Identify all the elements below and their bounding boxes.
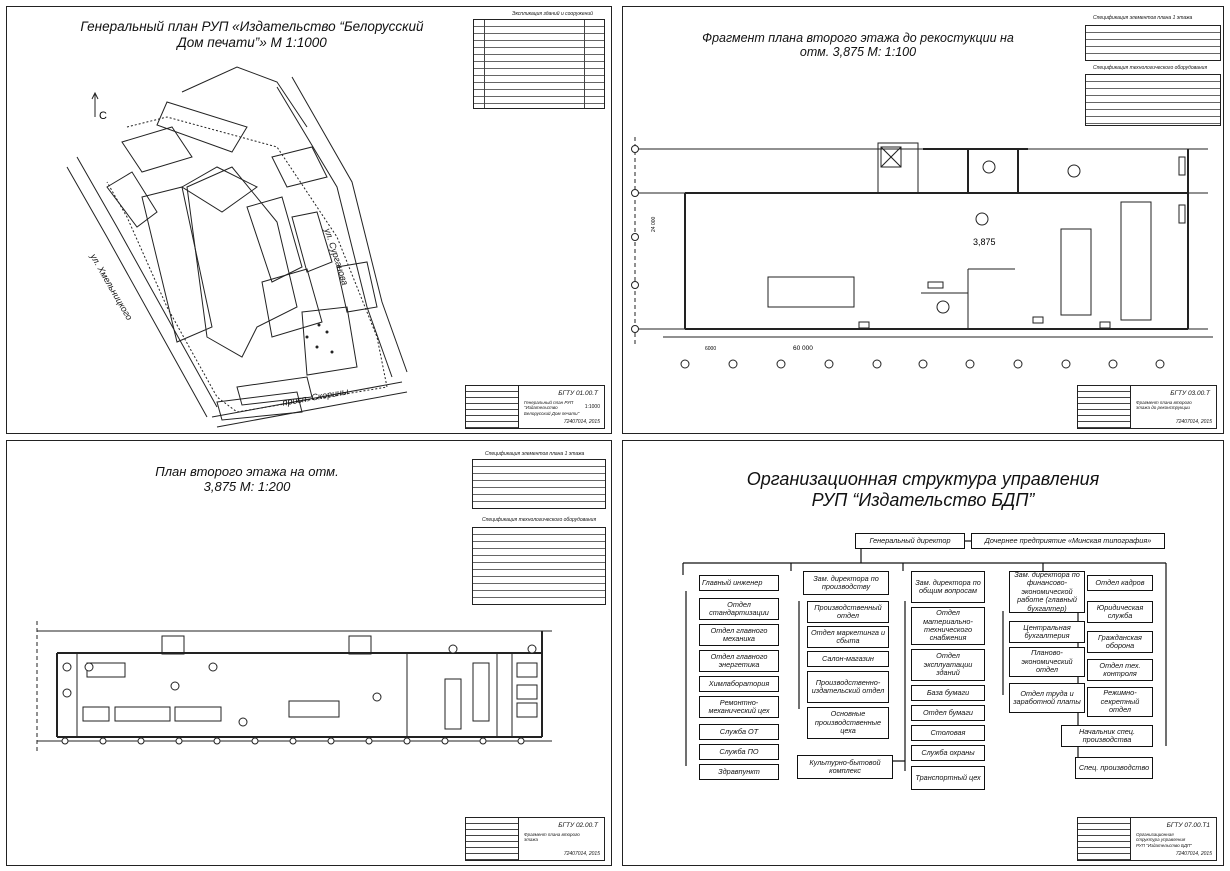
sheet3-title-block <box>465 817 605 861</box>
org-col3-item-6: Служба охраны <box>911 745 985 761</box>
plan-dim-step: 6000 <box>705 346 717 352</box>
org-col1-item-8: Здравпункт <box>699 764 779 780</box>
sheet1-title-block <box>465 385 605 429</box>
org-col5-item-2: Юридическая служба <box>1087 601 1153 623</box>
sheet3-stamp-caption: Фрагмент плана второго этажа <box>524 832 580 843</box>
street-label-skoriny: просп. Скорины <box>281 386 350 408</box>
sheet3-title: План второго этажа на отм. 3,875 М: 1:200 <box>155 464 339 494</box>
org-col1-item-2: Отдел главного механика <box>699 624 779 646</box>
org-col2-item-2: Отдел маркетинга и сбыта <box>807 626 889 648</box>
sheet2-title-block <box>1077 385 1217 429</box>
org-col2-item-3: Салон-магазин <box>807 651 889 667</box>
org-col3-item-2: Отдел эксплуатации зданий <box>911 649 985 681</box>
org-deputy-general: Зам. директора по общим вопросам <box>911 571 985 603</box>
org-deputy-production: Зам. директора по производству <box>803 571 889 595</box>
sheet2-stamp-org: 72407014, 2015 <box>1175 419 1212 425</box>
org-subsidiary: Дочернее предприятие «Минская типография» <box>971 533 1165 549</box>
sheet1-stamp-org: 72407014, 2015 <box>563 419 600 425</box>
sheet1-stamp-code: БГТУ 01.00.Т <box>558 390 598 397</box>
sheet3-stamp-org: 72407014, 2015 <box>563 851 600 857</box>
org-col5-item-7: Спец. производство <box>1075 757 1153 779</box>
sheet-floor-fragment <box>622 6 1224 434</box>
org-col1-item-5: Ремонтно-механический цех <box>699 696 779 718</box>
org-col4-item-2: Планово-экономический отдел <box>1009 647 1085 677</box>
sheet4-stamp-code: БГТУ 07.00.Т1 <box>1166 822 1210 829</box>
org-col5-item-6: Начальник спец. производства <box>1061 725 1153 747</box>
sheet4-title-block <box>1077 817 1217 861</box>
sheet-org-structure <box>622 440 1224 866</box>
org-col1-item-4: Химлаборатория <box>699 676 779 692</box>
org-ceo: Генеральный директор <box>855 533 965 549</box>
sheet1-stamp-scale: 1:1000 <box>584 404 600 410</box>
sheet3-stamp-code: БГТУ 02.00.Т <box>558 822 598 829</box>
sheet4-stamp-org: 72407014, 2015 <box>1175 851 1212 857</box>
org-col3-item-4: Отдел бумаги <box>911 705 985 721</box>
org-col2-item-5: Основные производственные цеха <box>807 707 889 739</box>
sheet3-spec2-title: Спецификация технологического оборудования <box>482 517 597 523</box>
street-label-khmelnitskogo: ул. Хмельницкого <box>88 252 135 322</box>
org-title: Организационная структура управления РУП “Издательство БДП” <box>746 469 1100 510</box>
sheet2-title: Фрагмент плана второго этажа до рекостукции на отм. 3,875 М: 1:100 <box>702 31 1014 60</box>
plan-dim-total: 60 000 <box>793 345 813 352</box>
north-label: С <box>99 110 107 122</box>
org-cultural-complex: Культурно-бытовой комплекс <box>797 755 893 779</box>
sheet-second-floor-plan <box>6 440 612 866</box>
org-col3-item-5: Столовая <box>911 725 985 741</box>
org-col1-item-7: Служба ПО <box>699 744 779 760</box>
org-col5-item-4: Отдел тех. контроля <box>1087 659 1153 681</box>
org-col2-item-4: Производственно-издательский отдел <box>807 671 889 703</box>
org-col3-item-7: Транспортный цех <box>911 766 985 790</box>
org-col1-item-1: Отдел стандартизации <box>699 598 779 620</box>
sheet2-spec2-title: Спецификация технологического оборудования <box>1093 65 1208 71</box>
sheet1-spec-title: Экспликация зданий и сооружений <box>512 11 593 17</box>
site-plan-drawing <box>7 7 612 434</box>
street-label-surganova: ул. Сурганова <box>322 227 351 287</box>
org-col4-item-3: Отдел труда и заработной платы <box>1009 683 1085 713</box>
org-col5-item-1: Отдел кадров <box>1087 575 1153 591</box>
plan-dim-side: 24 000 <box>651 216 657 232</box>
sheet2-stamp-code: БГТУ 03.00.Т <box>1170 390 1210 397</box>
org-col2-item-1: Производственный отдел <box>807 601 889 623</box>
floor-fragment-drawing <box>623 7 1224 434</box>
org-col1-item-6: Служба ОТ <box>699 724 779 740</box>
sheet4-stamp-caption: Организационная структура управления РУП "Издательство БДП" <box>1136 832 1192 848</box>
plan-level-mark: 3,875 <box>973 237 996 247</box>
org-col4-item-1: Центральная бухгалтерия <box>1009 621 1085 643</box>
sheet3-spec1-title: Спецификация элементов плана 1 этажа <box>485 451 585 457</box>
org-col5-item-5: Режимно-секретный отдел <box>1087 687 1153 717</box>
sheet-general-plan <box>6 6 612 434</box>
sheet1-title: Генеральный план РУП «Издательство “Белорусский Дом печати”» М 1:1000 <box>80 19 424 50</box>
org-chief-engineer: Главный инженер <box>699 575 779 591</box>
org-col3-item-3: База бумаги <box>911 685 985 701</box>
org-col5-item-3: Гражданская оборона <box>1087 631 1153 653</box>
org-deputy-finance: Зам. директора по финансово-экономической работе (главный бухгалтер) <box>1009 571 1085 613</box>
sheet2-spec1-title: Спецификация элементов плана 1 этажа <box>1093 15 1193 21</box>
org-col3-item-1: Отдел материально-технического снабжения <box>911 607 985 645</box>
second-floor-drawing <box>7 441 612 866</box>
sheet2-stamp-caption: Фрагмент плана второго этажа до реконструкции <box>1136 400 1192 411</box>
org-col1-item-3: Отдел главного энергетика <box>699 650 779 672</box>
sheet1-stamp-caption: Генеральный план РУП "Издательство Белорусский Дом печати" <box>524 400 580 416</box>
